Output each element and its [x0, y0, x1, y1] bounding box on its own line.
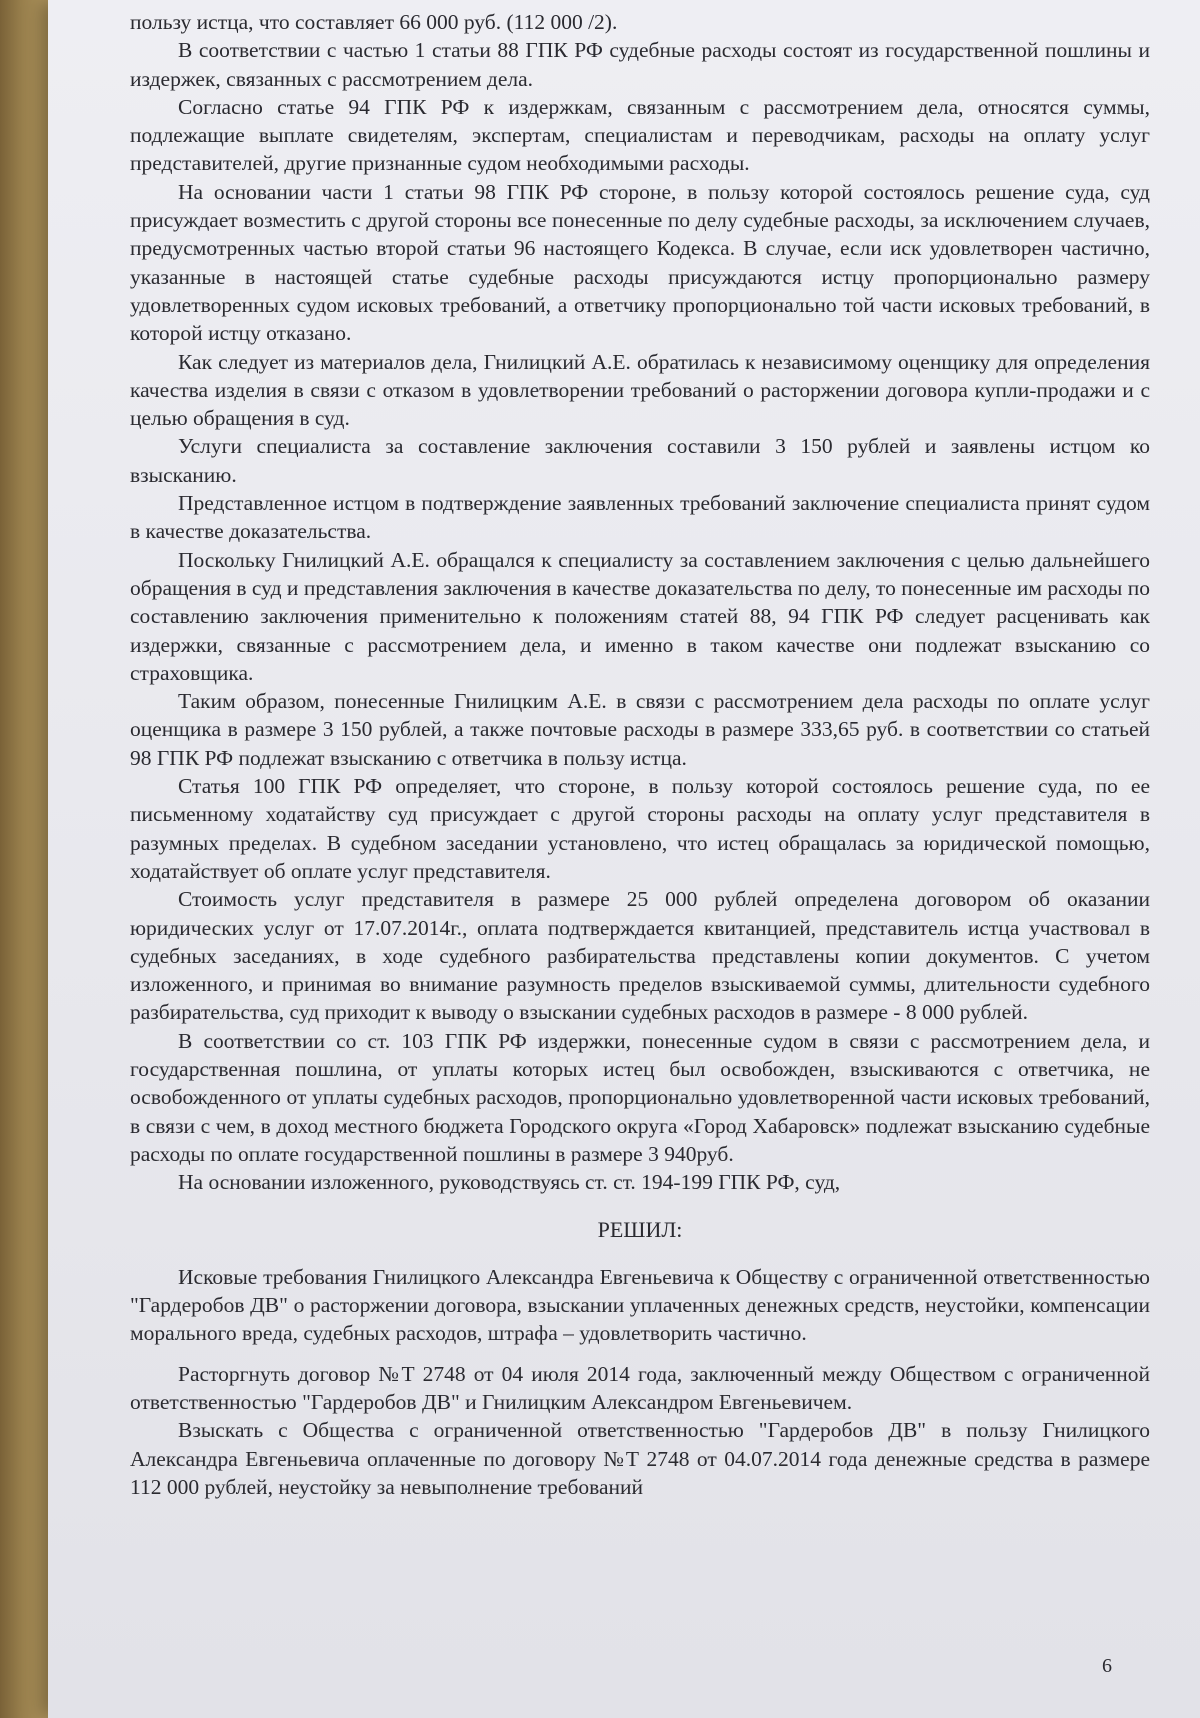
paragraph: Таким образом, понесенные Гнилицким А.Е. в связи с рассмотрением дела расходы по оплате услуг оценщика в размере 3 150 рублей, а также почтовые расходы в размере 333,65 руб. в соответствии со статьей 98 ГПК РФ подлежат взысканию с ответчика в пользу истца. — [130, 689, 1150, 770]
decision-paragraph: Исковые требования Гнилицкого Александра Евгеньевича к Обществу с ограниченной ответственностью "Гардеробов ДВ" о расторжении договора, взыскании уплаченных денежных средств, неустойки, компенсации морального вреда, судебных расходов, штрафа – удовлетворить частично. — [130, 1264, 1150, 1346]
paragraph: Статья 100 ГПК РФ определяет, что стороне, в пользу которой состоялось решение суда, по ее письменному ходатайству суд присуждает с другой стороны расходы на оплату услуг представителя в разумных пределах. В судебном заседании установлено, что истец обращалась за юридической помощью, ходатайствует об оплате услуг представителя. — [130, 774, 1150, 883]
document-page — [48, 0, 1200, 1718]
paragraph: Стоимость услуг представителя в размере 25 000 рублей определена договором об оказании юридических услуг от 17.07.2014г., оплата подтверждается квитанцией, представитель истца участвовал в судебных заседаниях, в ходе судебного разбирательства представлены копии документов. С учетом изложенного, и принимая во внимание разумность пределов взыскиваемой суммы, длительности судебного разбирательства, суд приходит к выводу о взыскании судебных расходов в размере - 8 000 рублей. — [130, 887, 1150, 1025]
page-number: 6 — [1102, 1655, 1112, 1677]
decision-heading: РЕШИЛ: — [597, 1217, 683, 1243]
paragraph: Представленное истцом в подтверждение заявленных требований заключение специалиста принят судом в качестве доказательства. — [130, 491, 1150, 544]
paragraph: Поскольку Гнилицкий А.Е. обращался к специалисту за составлением заключения с целью дальнейшего обращения в суд и представления заключения в качестве доказательства по делу, то понесенные им расходы по составлению заключения применительно к положениям статей 88, 94 ГПК РФ следует расценивать как издержки, связанные с рассмотрением дела, и именно в таком качестве они подлежат взысканию со страховщика. — [130, 547, 1150, 685]
decision-paragraph: Расторгнуть договор №Т 2748 от 04 июля 2014 года, заключенный между Обществом с ограниченной ответственностью "Гардеробов ДВ" и Гнилицким Александром Евгеньевичем. — [130, 1361, 1150, 1414]
paragraph: На основании части 1 статьи 98 ГПК РФ стороне, в пользу которой состоялось решение суда, суд присуждает возместить с другой стороны все понесенные по делу судебные расходы, за исключением случаев, предусмотренных частью второй статьи 96 настоящего Кодекса. В случае, если иск удовлетворен частично, указанные в настоящей статье судебные расходы присуждаются истцу пропорционально размеру удовлетворенных судом исковых требований, а ответчику пропорционально той части исковых требований, в которой истцу отказано. — [130, 179, 1150, 346]
decision-paragraph: Взыскать с Общества с ограниченной ответственностью "Гардеробов ДВ" в пользу Гнилицкого Александра Евгеньевича оплаченные по договору №Т 2748 от 04.07.2014 года денежные средства в размере 112 000 рублей, неустойку за невыполнение требований — [130, 1418, 1150, 1499]
paragraph: пользу истца, что составляет 66 000 руб. (112 000 /2). — [130, 10, 618, 34]
paragraph: Услуги специалиста за составление заключения составили 3 150 рублей и заявлены истцом ко взысканию. — [130, 434, 1150, 487]
paragraph: Как следует из материалов дела, Гнилицкий А.Е. обратилась к независимому оценщику для определения качества изделия в связи с отказом в удовлетворении требований о расторжении договора купли-продажи и с целью обращения в суд. — [130, 349, 1150, 431]
paragraph: В соответствии с частью 1 статьи 88 ГПК РФ судебные расходы состоят из государственной пошлины и издержек, связанных с рассмотрением дела. — [130, 38, 1150, 91]
document-body — [130, 8, 1150, 1501]
paragraph: Согласно статье 94 ГПК РФ к издержкам, связанным с рассмотрением дела, относятся суммы, подлежащие выплате свидетелям, экспертам, специалистам и переводчикам, расходы на оплату услуг представителей, другие признанные судом необходимыми расходы. — [130, 94, 1150, 176]
paragraph: На основании изложенного, руководствуясь ст. ст. 194-199 ГПК РФ, суд, — [178, 1170, 841, 1195]
paragraph: В соответствии со ст. 103 ГПК РФ издержки, понесенные судом в связи с рассмотрением дела, и государственная пошлина, от уплаты которых истец был освобожден, взыскиваются с ответчика, не освобожденного от уплаты судебных расходов, пропорционально удовлетворенной части исковых требований, в связи с чем, в доход местного бюджета Городского округа «Город Хабаровск» подлежат взысканию судебные расходы по оплате государственной пошлины в размере 3 940руб. — [130, 1028, 1150, 1166]
